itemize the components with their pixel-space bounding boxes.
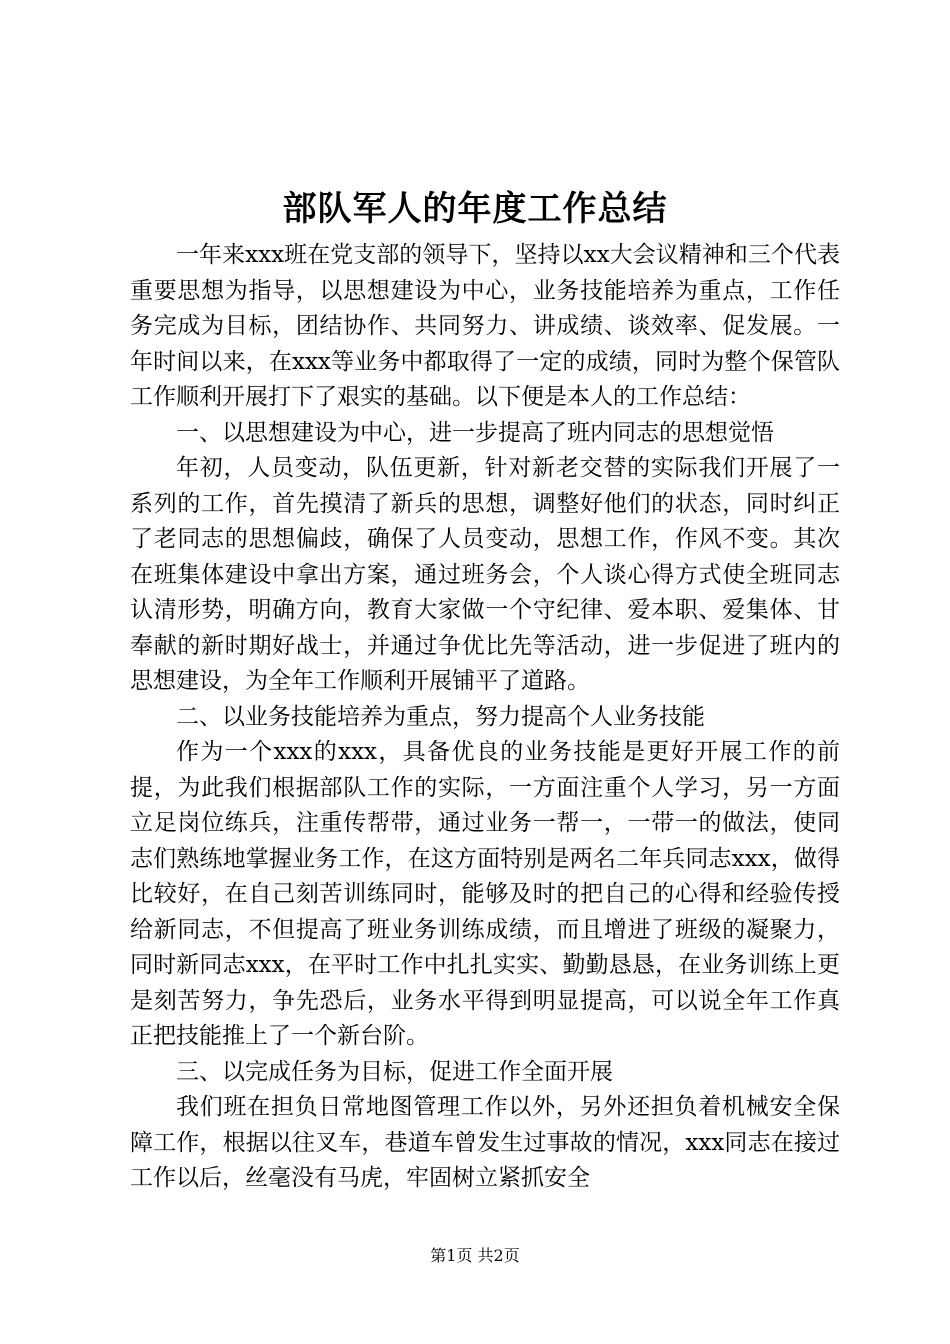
section-heading-3: 三、以完成任务为目标，促进工作全面开展 <box>176 1058 613 1085</box>
document-title: 部队军人的年度工作总结 <box>282 189 668 229</box>
section-paragraph-3: 我们班在担负日常地图管理工作以外，另外还担负着机械安全保障工作，根据以往叉车，巷道车曾发生过事故的情况，xxx同志在接过工作以后，丝毫没有马虎，牢固树立紧抓安全 <box>130 1094 840 1191</box>
intro-paragraph: 一年来xxx班在党支部的领导下，坚持以xx大会议精神和三个代表重要思想为指导，以思想建设为中心，业务技能培养为重点，工作任务完成为目标，团结协作、共同努力、讲成绩、谈效率、促发展。一年时间以来，在xxx等业务中都取得了一定的成绩，同时为整个保管队工作顺利开展打下了艰实的基础。以下便是本人的工作总结： <box>130 242 840 410</box>
section-paragraph-1: 年初，人员变动，队伍更新，针对新老交替的实际我们开展了一系列的工作，首先摸清了新兵的思想，调整好他们的状态，同时纠正了老同志的思想偏歧，确保了人员变动，思想工作，作风不变。其次在班集体建设中拿出方案，通过班务会，个人谈心得方式使全班同志认清形势，明确方向，教育大家做一个守纪律、爱本职、爱集体、甘奉献的新时期好战士，并通过争优比先等活动，进一步促进了班内的思想建设，为全年工作顺利开展铺平了道路。 <box>130 455 840 694</box>
section-heading-1: 一、以思想建设为中心，进一步提高了班内同志的思想觉悟 <box>176 419 774 446</box>
page-number-footer: 第1页 共2页 <box>430 1246 520 1265</box>
section-heading-2: 二、以业务技能培养为重点，努力提高个人业务技能 <box>176 703 705 730</box>
section-paragraph-2: 作为一个xxx的xxx，具备优良的业务技能是更好开展工作的前提，为此我们根据部队工作的实际，一方面注重个人学习，另一方面立足岗位练兵，注重传帮带，通过业务一帮一，一带一的做法，使同志们熟练地掌握业务工作，在这方面特别是两名二年兵同志xxx，做得比较好，在自己刻苦训练同时，能够及时的把自己的心得和经验传授给新同志，不但提高了班业务训练成绩，而且增进了班级的凝聚力，同时新同志xxx，在平时工作中扎扎实实、勤勤恳恳，在业务训练上更是刻苦努力，争先恐后，业务水平得到明显提高，可以说全年工作真正把技能推上了一个新台阶。 <box>130 739 840 1049</box>
document-body <box>130 238 840 1197</box>
